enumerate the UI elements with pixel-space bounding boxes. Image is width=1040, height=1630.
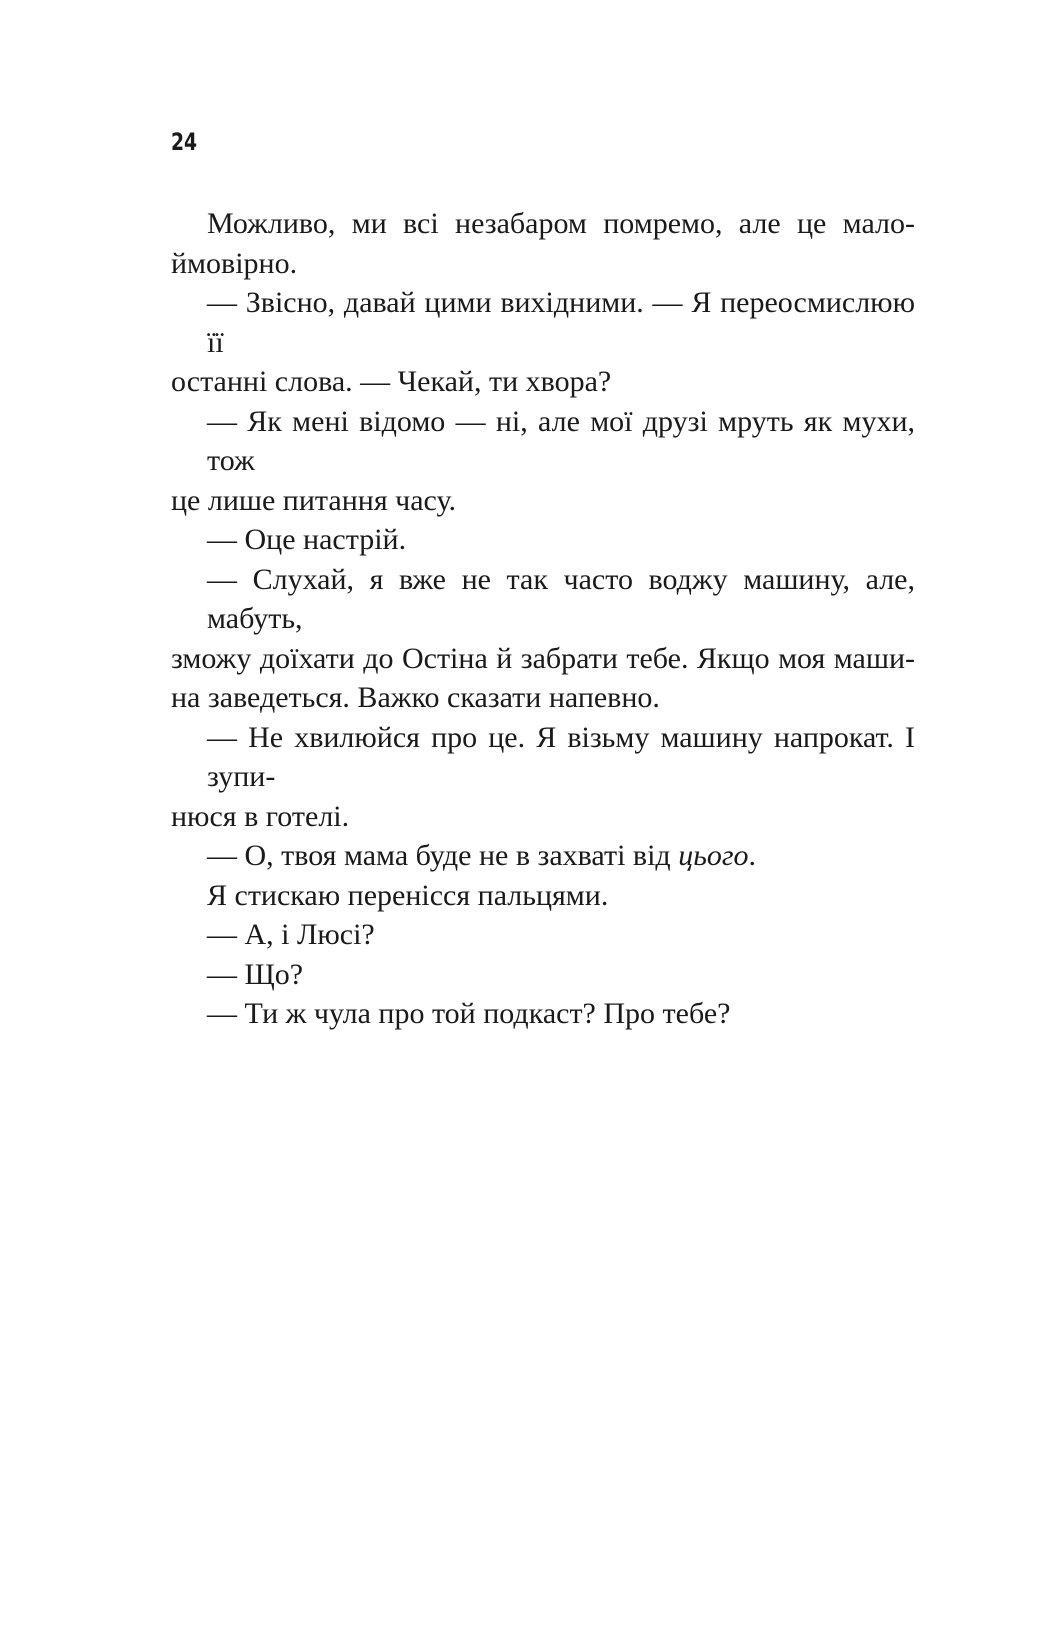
text-line: це лише питання часу. [171,483,456,517]
text-line: — Як мені відомо — ні, але мої друзі мруть як мухи, тож [207,404,915,477]
text-line: Я стискаю перенісся пальцями. [207,878,609,912]
text-line: — Не хвилюйся про це. Я візьму машину напрокат. І зупи- [207,720,915,793]
text-line: останні слова. — Чекай, ти хвора? [171,365,612,398]
page-number: 24 [171,128,198,156]
italic-word: цього [678,839,749,872]
text-line: — Ти ж чула про той подкаст? Про тебе? [207,997,731,1030]
text-line: ймовірно. [171,246,298,280]
text-segment: . [748,839,757,872]
text-line: — А, і Люсі? [207,918,375,951]
body-text [171,204,915,1034]
text-line: — Слухай, я вже не так часто воджу машину, але, мабуть, [207,562,915,635]
text-line: зможу доїхати до Остіна й забрати тебе. Якщо моя маши- [171,641,915,675]
text-line: Можливо, ми всі незабаром помремо, але це мало- [207,207,915,240]
text-line: — Оце настрій. [207,523,407,556]
text-line: на заведеться. Важко сказати напевно. [171,681,660,714]
text-segment: — О, твоя мама буде не в захваті від [207,839,679,872]
text-line: — Що? [207,957,304,991]
text-line [171,836,915,876]
text-line: нюся в готелі. [171,799,350,833]
text-line: — Звісно, давай цими вихідними. — Я переосмислюю її [207,286,915,359]
